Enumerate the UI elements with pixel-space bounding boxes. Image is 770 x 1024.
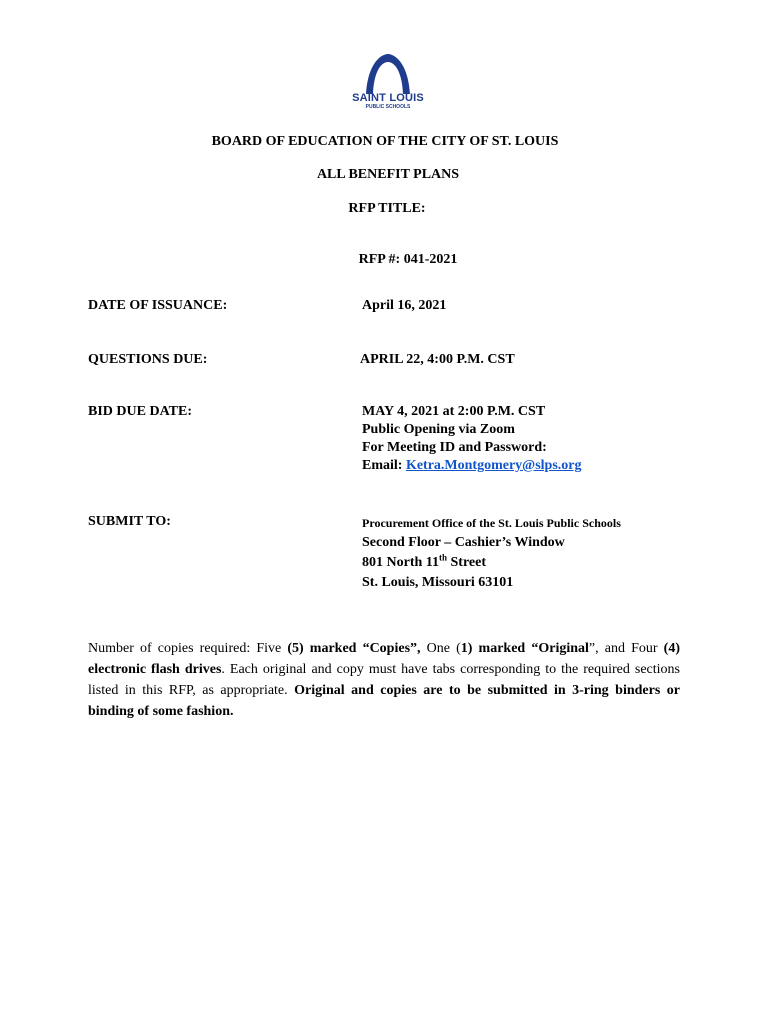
rfp-number: RFP #: 041-2021	[358, 252, 458, 267]
questions-value: APRIL 22, 4:00 P.M. CST	[360, 352, 515, 367]
para-bold-copies: (5) marked “Copies”,	[287, 641, 421, 656]
slps-logo	[338, 52, 438, 122]
street-ordinal: th	[439, 552, 448, 563]
para-bold-original: 1) marked “Original	[460, 641, 589, 656]
board-heading: BOARD OF EDUCATION OF THE CITY OF ST. LOUIS	[211, 134, 559, 149]
bid-meeting-info: For Meeting ID and Password:	[362, 440, 547, 455]
street-name: Street	[447, 555, 487, 570]
submit-street	[362, 553, 621, 573]
issuance-label: DATE OF ISSUANCE:	[88, 298, 228, 313]
rfp-title-heading: RFP TITLE:	[348, 201, 426, 216]
para-bold-binders: Original and copies are to be submitted in 3-ring binders or binding of some fashion.	[88, 683, 680, 719]
bid-opening: Public Opening via Zoom	[362, 422, 515, 437]
submit-city: St. Louis, Missouri 63101	[362, 575, 514, 590]
email-prefix: Email:	[362, 458, 406, 473]
para-bold-drives: (4) electronic flash drives	[88, 641, 680, 677]
para-text-4: . Each original and copy must have tabs corresponding to the required sections listed in this RFP, as appropriate.	[88, 662, 680, 698]
bid-due-date: MAY 4, 2021 at 2:00 P.M. CST	[362, 404, 546, 419]
submit-floor: Second Floor – Cashier’s Window	[362, 535, 565, 550]
logo-name: SAINT LOUIS	[352, 92, 424, 104]
email-link[interactable]: Ketra.Montgomery@slps.org	[405, 458, 582, 473]
submit-block	[362, 513, 621, 593]
issuance-value: April 16, 2021	[362, 298, 447, 313]
street-number: 801 North 11	[362, 555, 439, 570]
copies-paragraph	[88, 638, 680, 722]
submit-label: SUBMIT TO:	[88, 514, 171, 529]
bid-due-block	[362, 403, 582, 475]
submit-office: Procurement Office of the St. Louis Public Schools	[362, 516, 621, 530]
arch-icon	[358, 52, 418, 94]
para-text-1: Number of copies required: Five	[88, 641, 288, 656]
para-text-2: One (	[420, 641, 461, 656]
bid-email-line	[362, 457, 582, 475]
questions-label: QUESTIONS DUE:	[88, 352, 208, 367]
bid-due-label: BID DUE DATE:	[88, 404, 192, 419]
logo-subtitle: PUBLIC SCHOOLS	[365, 104, 411, 110]
plan-heading: ALL BENEFIT PLANS	[316, 167, 460, 182]
para-text-3: ”, and Four	[588, 641, 664, 656]
